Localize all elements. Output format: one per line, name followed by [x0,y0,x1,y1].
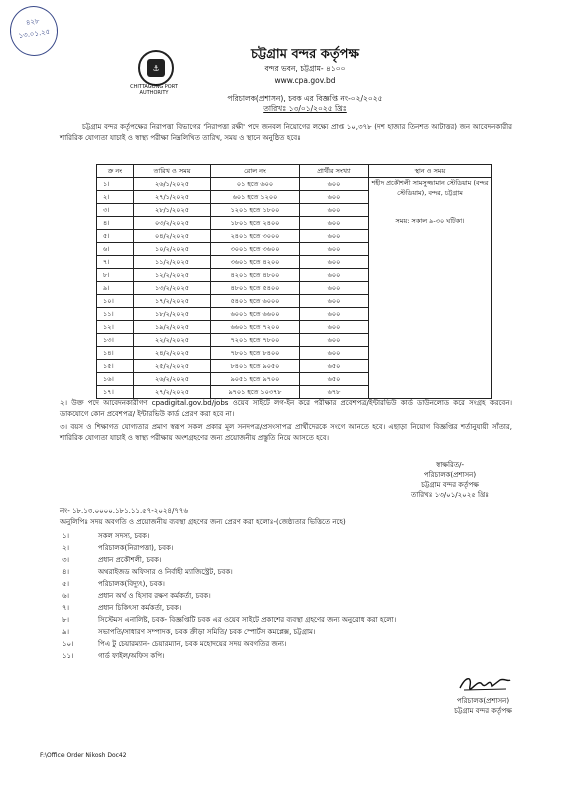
cell-roll: ২৪০১ হতে ৩০০০ [211,230,300,243]
cell-serial: ১। [97,178,134,191]
cell-count: ৬০০ [300,243,369,256]
cell-roll: ৩০০১ হতে ৩৬০০ [211,243,300,256]
list-item [62,638,522,650]
cell-serial: ১১। [97,308,134,321]
cell-serial: ৮। [97,269,134,282]
list-item-number: ১০। [62,640,74,648]
cell-roll: ১২০১ হতে ১৮০০ [211,204,300,217]
list-item [62,602,522,614]
list-item [62,542,522,554]
file-path-footer: F:\Office Order Nikosh Doc42 [40,752,127,759]
copy-heading: অনুলিপিঃ সদয় অবগতি ও প্রয়োজনীয় ব্যবস্থা গ্রহণের জন্য প্রেরণ করা হলোঃ-(জেষ্ঠ্যতার ভিত্তিতে নহে) [60,518,346,526]
list-item-text: সভাপতি/সাধারণ সম্পাদক, চবক ক্রীড়া সমিতি/ চবক স্পোর্টস কমপ্লেক্স, চট্টগ্রাম। [98,628,316,636]
cell-count: ৬০০ [300,334,369,347]
cell-date: ১৮/২/২০২৫ [134,308,211,321]
list-item-number: ৫। [62,580,70,588]
list-item-number: ২। [62,544,70,552]
cell-serial: ৭। [97,256,134,269]
memo-number: নং- ১৮.১৩.০০০০.১৮১.১১.৫৭-২০২৪/৭৭৬ [60,507,188,515]
paragraph-3: ৩। বয়স ও শিক্ষাগত যোগ্যতার প্রমাণ স্বরূপ সকল প্রকার মূল সনদপত্র/প্রসংসাপত্র প্রার্থীদেরকে সংগে আনতে হবে। এছাড়া নিয়োগ বিজ্ঞপ্তির শর্তানুযায়ী সাঁতার, শারিরিক যোগ্যতা যাচাই ও স্বাস্থ্য পরীক্ষায় অংশগ্রহণের জন্য প্রয়োজনীয় প্রস্তুতি নিয়ে আসতে হবে। [60,423,512,442]
cell-count: ৬০০ [300,269,369,282]
cell-count: ৬০০ [300,217,369,230]
cell-serial: ২। [97,191,134,204]
cell-roll: ৯৭০১ হতে ১০৩৭৮ [211,386,300,399]
list-item-text: অথরাইজড অফিসার ও নির্বাহী ম্যাজিস্ট্রেট, চবক। [98,568,233,576]
list-item-number: ৯। [62,628,70,636]
cell-count: ৬০০ [300,295,369,308]
cell-date: ১৩/২/২০২৫ [134,282,211,295]
list-item-number: ৭। [62,604,70,612]
handwritten-signature [456,672,514,694]
list-item [62,578,522,590]
cell-roll: ৬০০১ হতে ৬৬০০ [211,308,300,321]
cpa-logo [138,50,174,86]
col-count: প্রার্থীর সংখ্যা [300,165,369,178]
organization-name: চট্টগ্রাম বন্দর কর্তৃপক্ষ [250,47,359,62]
list-item-text: পরিচালক(বিদ্যুৎ), চবক। [98,580,165,588]
cell-roll: ৬৬০১ হতে ৭২০০ [211,321,300,334]
cell-serial: ৩। [97,204,134,217]
signatory-title-2: পরিচালক(প্রশাসন) [456,697,510,705]
cell-count: ৬০০ [300,191,369,204]
venue-time: সময়: সকাল ৯-৩০ ঘটিকা। [395,217,465,225]
cell-roll: ৩৬০১ হতে ৪২০০ [211,256,300,269]
cell-date: ১০/২/২০২৫ [134,243,211,256]
cell-date: ১২/২/২০২৫ [134,269,211,282]
list-item-number: ৮। [62,616,70,624]
cell-serial: ৪। [97,217,134,230]
cell-count: ৬৫০ [300,360,369,373]
schedule-table [96,164,492,399]
cell-date: ০৩/২/২০২৫ [134,217,211,230]
col-serial: ক্র নং [97,165,134,178]
signature-block [380,460,520,500]
organization-address: বন্দর ভবন, চট্টগ্রাম- ৪১০০ [264,64,346,73]
notice-date: তারিখঃ ১৩/০১/২০২৫ খ্রিঃ [263,104,347,113]
list-item-number: ৬। [62,592,70,600]
list-item-text: পরিচালক(নিরাপত্তা), চবক। [98,544,174,552]
list-item-text: সিস্টেমস এনালিষ্ট, চবক- বিজ্ঞপ্তিটি চবক এর ওয়েব সাইটে প্রকাশের ব্যবস্থা গ্রহণের জন্য অনুরোধ করা হলো। [98,616,397,624]
list-item-number: ১। [62,532,70,540]
cell-serial: ১৬। [97,373,134,386]
cell-date: ০৪/২/২০২৫ [134,230,211,243]
venue-text: শহীদ প্রকৌশলী সামসুজ্জামান স্টেডিয়াম (বন্দর স্টেডিয়াম), বন্দর, চট্টগ্রাম [371,179,489,197]
signatory-org-2: চট্টগ্রাম বন্দর কর্তৃপক্ষ [454,707,512,715]
cell-serial: ১৩। [97,334,134,347]
cell-serial: ১২। [97,321,134,334]
list-item [62,626,522,638]
cell-roll: ৫৪০১ হতে ৬০০০ [211,295,300,308]
cell-roll: ৪৮০১ হতে ৫৪০০ [211,282,300,295]
cell-roll: ৯০৫১ হতে ৯৭০০ [211,373,300,386]
cell-roll: ৭২০১ হতে ৭৮০০ [211,334,300,347]
organization-website[interactable]: www.cpa.gov.bd [274,76,336,85]
list-item [62,614,522,626]
schedule-header-row [97,165,492,178]
list-item-number: ৪। [62,568,70,576]
cell-roll: ১৮০১ হতে ২৪০০ [211,217,300,230]
list-item-number: ৩। [62,556,70,564]
list-item-text: প্রধান চিকিৎসা কর্মকর্তা, চবক। [98,604,182,612]
paragraph-2: ২। উক্ত পদে আবেদনকারীগণ cpadigital.gov.bd/jobs ওয়েব সাইটে লগ-ইন করে পরীক্ষার প্রবেশপত্র/ইন্টারভিউ কার্ড ডাউনলোড করে সংগ্রহ করবেন। ডাকযোগে কোন প্রবেশপত্র/ ইন্টারভিউ কার্ড প্রেরণ করা হবে না। [60,399,512,418]
cell-serial: ১০। [97,295,134,308]
cell-date: ১৯/২/২০২৫ [134,321,211,334]
cell-roll: ৮৪০১ হতে ৯০৫০ [211,360,300,373]
cell-roll: ৭৮০১ হতে ৮৪০০ [211,347,300,360]
signatory-org: চট্টগ্রাম বন্দর কর্তৃপক্ষ [421,481,479,489]
cell-roll: ৪২০১ হতে ৪৮০০ [211,269,300,282]
col-date: তারিখ ও সময় [134,165,211,178]
schedule-body [97,178,492,399]
cell-serial: ৬। [97,243,134,256]
cell-count: ৬০০ [300,308,369,321]
list-item [62,530,522,542]
cell-date: ২৬/২/২০২৫ [134,373,211,386]
venue-cell [369,178,492,399]
cell-count: ৬০০ [300,178,369,191]
received-stamp [7,3,61,59]
cell-date: ১১/২/২০২৫ [134,256,211,269]
cell-serial: ৫। [97,230,134,243]
cell-count: ৬৫০ [300,373,369,386]
list-item-text: প্রধান প্রকৌশলী, চবক। [98,556,162,564]
stamp-number: ৪২৮ [25,17,41,27]
list-item-text: পিএ টু চেয়ারম্যান- চেয়ারম্যান, চবক মহোদয়ের সদয় অবগতির জন্য। [98,640,287,648]
notice-memo: পরিচালক(প্রশাসন), চবক এর বিজ্ঞপ্তি নং-০২/২০২৫ [227,94,383,103]
cell-count: ৬০০ [300,282,369,295]
table-row [97,178,492,191]
cell-count: ৬০০ [300,347,369,360]
cell-date: ২৭/১/২০২৫ [134,191,211,204]
list-item [62,590,522,602]
cell-count: ৬০০ [300,230,369,243]
cell-count: ৬০০ [300,204,369,217]
stamp-date: ১৩.০১.২৫ [18,27,51,41]
cell-count: ৬০০ [300,256,369,269]
cell-count: ৬০০ [300,321,369,334]
signatory-title: পরিচালক(প্রশাসন) [423,471,477,479]
signature-date: তারিখঃ ১৩/০১/২০২৫ খ্রিঃ [411,491,489,499]
col-roll: রোল নং [211,165,300,178]
cell-serial: ৯। [97,282,134,295]
cell-date: ২৭/২/২০২৫ [134,386,211,399]
list-item-number: ১১। [62,652,74,660]
list-item-text: প্রধান অর্থ ও হিসাব রক্ষণ কর্মকর্তা, চবক। [98,592,211,600]
cell-date: ২৫/২/২০২৫ [134,360,211,373]
list-item-text: গার্ড ফাইল/অফিস কপি। [98,652,165,660]
cell-roll: ০১ হতে ৬০০ [211,178,300,191]
list-item [62,554,522,566]
cell-serial: ১৪। [97,347,134,360]
cell-serial: ১৫। [97,360,134,373]
intro-paragraph: চট্টগ্রাম বন্দর কর্তৃপক্ষের নিরাপত্তা বিভাগের 'নিরাপত্তা রক্ষী' পদে জনবল নিয়োগের লক্ষ্যে প্রাপ্ত ১০,৩৭৮ (দশ হাজার তিনশত আটাত্তর) জন আবেদনকারীর শারিরিক যোগ্যতা যাচাই ও স্বাস্থ্য পরীক্ষা নিম্নলিখিত তারিখ, সময় ও স্থানে অনুষ্ঠিত হবেঃ [60,123,512,142]
cell-serial: ১৭। [97,386,134,399]
signed-label: স্বাক্ষরিত/- [436,461,464,469]
logo-caption: CHITTAGONG PORT AUTHORITY [130,84,178,96]
distribution-list [62,530,522,662]
cell-count: ৬৭৮ [300,386,369,399]
cell-date: ২৮/১/২০২৫ [134,204,211,217]
cell-roll: ৬০১ হতে ১২০০ [211,191,300,204]
anchor-icon: ⚓ [147,59,165,77]
cell-date: ২৬/১/২০২৫ [134,178,211,191]
cell-date: ২৪/২/২০২৫ [134,347,211,360]
cell-date: ২২/২/২০২৫ [134,334,211,347]
list-item-text: সকল সদস্য, চবক। [98,532,150,540]
signature-block-2 [418,696,548,716]
cell-date: ১৭/২/২০২৫ [134,295,211,308]
list-item [62,650,522,662]
list-item [62,566,522,578]
col-venue: স্থান ও সময় [369,165,492,178]
